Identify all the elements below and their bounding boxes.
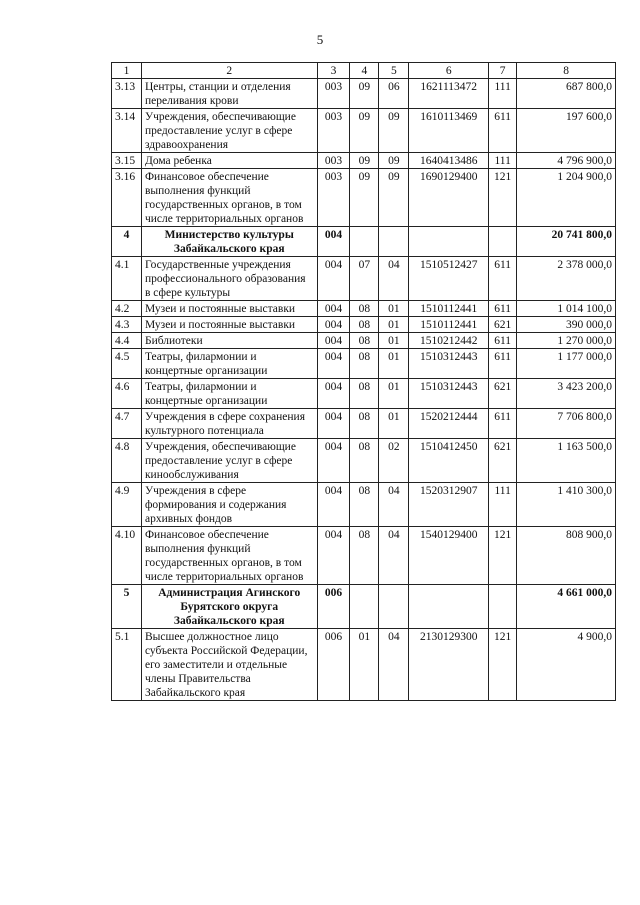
row-col6: 1640413486 [409,153,489,169]
table-row [112,527,616,585]
row-name: Администрация Агинского Бурятского округа Забайкальского края [141,585,317,629]
row-name: Центры, станции и отделения переливания крови [141,79,317,109]
row-col5: 04 [379,257,409,301]
row-amount: 390 000,0 [517,317,616,333]
row-col5: 04 [379,527,409,585]
row-amount: 2 378 000,0 [517,257,616,301]
row-col5: 02 [379,439,409,483]
row-col5: 01 [379,379,409,409]
row-col4: 08 [350,317,379,333]
table-body [112,63,616,701]
row-col6: 1510112441 [409,317,489,333]
row-col4: 01 [350,629,379,701]
row-col5: 01 [379,349,409,379]
row-amount: 1 014 100,0 [517,301,616,317]
row-number: 3.13 [112,79,142,109]
row-col3: 004 [317,301,350,317]
row-name: Библиотеки [141,333,317,349]
row-number: 4.10 [112,527,142,585]
row-col7: 121 [489,527,517,585]
row-name: Учреждения, обеспечивающие предоставление услуг в сфере кинообслуживания [141,439,317,483]
row-col5: 09 [379,109,409,153]
row-name: Государственные учреждения профессионального образования в сфере культуры [141,257,317,301]
row-col5: 01 [379,409,409,439]
column-header: 6 [409,63,489,79]
table-row [112,153,616,169]
page-number: 5 [316,32,324,47]
table-row [112,79,616,109]
row-col3: 004 [317,483,350,527]
row-number: 4.2 [112,301,142,317]
row-number: 3.15 [112,153,142,169]
row-name: Министерство культуры Забайкальского края [141,227,317,257]
row-col4: 09 [350,153,379,169]
row-number: 4.3 [112,317,142,333]
row-number: 4.4 [112,333,142,349]
column-header: 1 [112,63,142,79]
row-name: Учреждения в сфере сохранения культурного потенциала [141,409,317,439]
table-row [112,317,616,333]
row-name: Театры, филармонии и концертные организации [141,349,317,379]
row-name: Учреждения в сфере формирования и содержания архивных фондов [141,483,317,527]
row-name: Высшее должностное лицо субъекта Российской Федерации, его заместители и отдельные члены Правительства Забайкальского края [141,629,317,701]
row-amount: 7 706 800,0 [517,409,616,439]
row-col3: 003 [317,169,350,227]
table-row [112,349,616,379]
row-col6: 2130129300 [409,629,489,701]
row-col6: 1520212444 [409,409,489,439]
row-col6: 1510312443 [409,349,489,379]
row-col7: 121 [489,169,517,227]
row-col5: 01 [379,317,409,333]
row-col7: 621 [489,439,517,483]
row-col6: 1510212442 [409,333,489,349]
row-number: 3.14 [112,109,142,153]
row-col4: 08 [350,379,379,409]
budget-table [111,62,616,701]
column-header: 4 [350,63,379,79]
row-col5: 01 [379,301,409,317]
table-row [112,301,616,317]
row-col4: 08 [350,527,379,585]
row-col5 [379,227,409,257]
row-col5: 06 [379,79,409,109]
row-amount: 1 163 500,0 [517,439,616,483]
row-col5: 01 [379,333,409,349]
row-col4: 07 [350,257,379,301]
table-row [112,439,616,483]
row-col7: 621 [489,379,517,409]
row-amount: 4 900,0 [517,629,616,701]
row-col5: 04 [379,629,409,701]
column-header: 7 [489,63,517,79]
row-amount: 808 900,0 [517,527,616,585]
row-name: Музеи и постоянные выставки [141,317,317,333]
row-amount: 3 423 200,0 [517,379,616,409]
row-col6 [409,585,489,629]
row-col6: 1540129400 [409,527,489,585]
row-col3: 003 [317,109,350,153]
row-col3: 004 [317,257,350,301]
row-col3: 004 [317,409,350,439]
row-name: Музеи и постоянные выставки [141,301,317,317]
column-header: 8 [517,63,616,79]
row-amount: 197 600,0 [517,109,616,153]
row-col4: 09 [350,109,379,153]
row-col4: 08 [350,439,379,483]
row-col6: 1510312443 [409,379,489,409]
row-amount: 4 796 900,0 [517,153,616,169]
table-row [112,109,616,153]
row-col5: 09 [379,153,409,169]
row-amount: 687 800,0 [517,79,616,109]
column-header: 3 [317,63,350,79]
row-col6: 1621113472 [409,79,489,109]
row-col3: 004 [317,349,350,379]
row-col7: 621 [489,317,517,333]
row-col3: 003 [317,153,350,169]
row-col7: 611 [489,349,517,379]
row-col3: 004 [317,379,350,409]
table-row [112,169,616,227]
row-name: Дома ребенка [141,153,317,169]
row-number: 5 [112,585,142,629]
row-col4 [350,227,379,257]
row-name: Учреждения, обеспечивающие предоставление услуг в сфере здравоохранения [141,109,317,153]
row-col3: 006 [317,629,350,701]
table-row [112,379,616,409]
row-col5: 09 [379,169,409,227]
row-col7 [489,227,517,257]
row-col7: 611 [489,409,517,439]
row-col5: 04 [379,483,409,527]
row-col6: 1510412450 [409,439,489,483]
row-col7: 611 [489,109,517,153]
row-number: 4.5 [112,349,142,379]
row-amount: 20 741 800,0 [517,227,616,257]
row-number: 4.9 [112,483,142,527]
row-number: 4.8 [112,439,142,483]
row-col7: 111 [489,79,517,109]
row-amount: 1 204 900,0 [517,169,616,227]
row-number: 4 [112,227,142,257]
row-amount: 4 661 000,0 [517,585,616,629]
row-col4: 08 [350,333,379,349]
row-col7: 611 [489,333,517,349]
row-col5 [379,585,409,629]
row-col6: 1510512427 [409,257,489,301]
table-row [112,629,616,701]
table-row [112,483,616,527]
table-row [112,333,616,349]
row-col7: 611 [489,257,517,301]
row-col3: 004 [317,439,350,483]
table-row [112,409,616,439]
row-name: Финансовое обеспечение выполнения функций государственных органов, в том числе территориальных органов [141,527,317,585]
row-col3: 003 [317,79,350,109]
row-col6 [409,227,489,257]
row-col6: 1610113469 [409,109,489,153]
row-col7: 111 [489,153,517,169]
table-section-row [112,585,616,629]
row-col3: 004 [317,317,350,333]
table-section-row [112,227,616,257]
row-col6: 1520312907 [409,483,489,527]
row-amount: 1 177 000,0 [517,349,616,379]
row-col4 [350,585,379,629]
column-header: 5 [379,63,409,79]
row-name: Театры, филармонии и концертные организации [141,379,317,409]
row-col7: 121 [489,629,517,701]
row-col7: 111 [489,483,517,527]
row-col3: 006 [317,585,350,629]
row-col4: 08 [350,301,379,317]
table-header-row [112,63,616,79]
row-col3: 004 [317,333,350,349]
row-number: 3.16 [112,169,142,227]
row-col4: 08 [350,483,379,527]
row-col4: 08 [350,349,379,379]
row-amount: 1 410 300,0 [517,483,616,527]
row-col3: 004 [317,527,350,585]
row-amount: 1 270 000,0 [517,333,616,349]
row-col6: 1510112441 [409,301,489,317]
row-number: 4.6 [112,379,142,409]
row-number: 4.1 [112,257,142,301]
column-header: 2 [141,63,317,79]
row-col4: 09 [350,79,379,109]
row-col4: 09 [350,169,379,227]
row-col6: 1690129400 [409,169,489,227]
row-number: 4.7 [112,409,142,439]
row-col7: 611 [489,301,517,317]
row-number: 5.1 [112,629,142,701]
row-col3: 004 [317,227,350,257]
row-col7 [489,585,517,629]
table-row [112,257,616,301]
row-name: Финансовое обеспечение выполнения функций государственных органов, в том числе территориальных органов [141,169,317,227]
row-col4: 08 [350,409,379,439]
